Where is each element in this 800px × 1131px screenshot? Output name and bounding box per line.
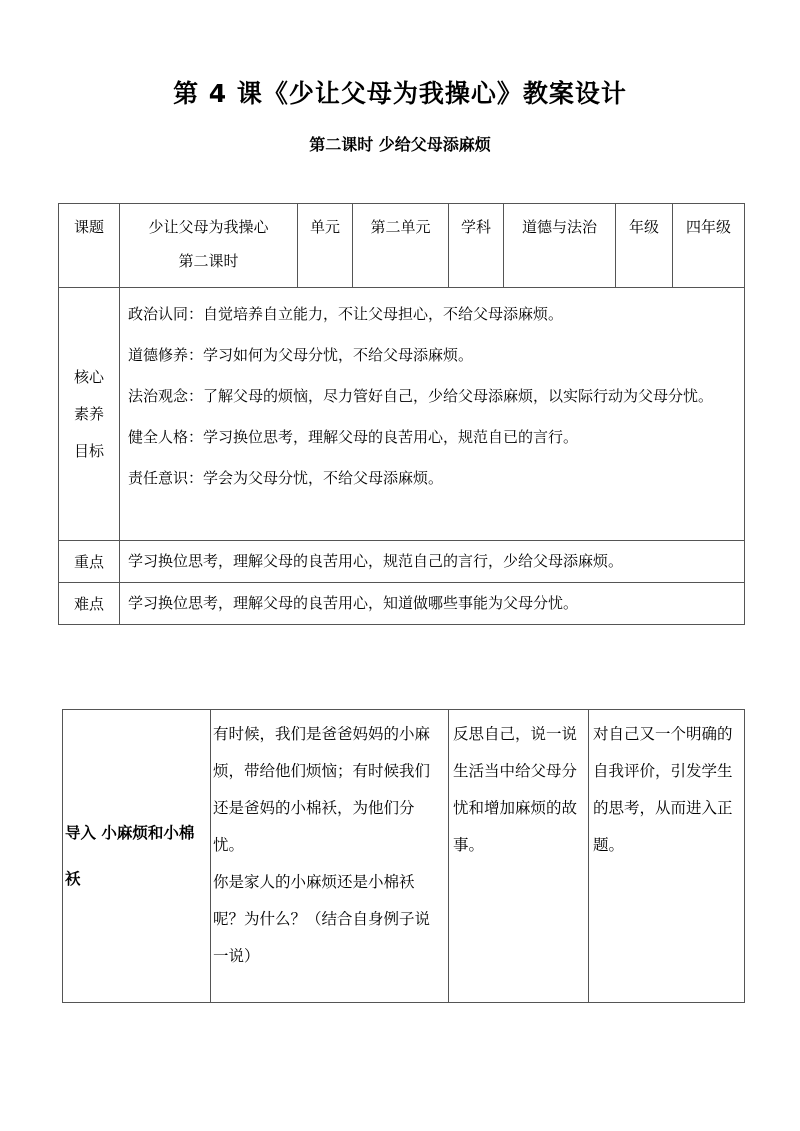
core-label-line-1: 核心 <box>73 367 104 386</box>
topic-line-2: 第二课时 <box>178 252 239 270</box>
core-label-line-3: 目标 <box>73 441 104 460</box>
subject-value: 道德与法治 <box>504 204 616 288</box>
topic-row <box>59 204 745 288</box>
key-point-row <box>59 541 745 583</box>
core-goal-item: 法治观念：了解父母的烦恼，尽力管好自己，少给父母添麻烦，以实际行动为父母分忧。 <box>128 387 714 405</box>
core-goal-item: 责任意识：学会为父母分忧，不给父母添麻烦。 <box>128 469 444 487</box>
design-intent: 对自己又一个明确的自我评价，引发学生的思考，从而进入正题。 <box>589 710 745 1003</box>
core-label-line-2: 素养 <box>73 404 104 423</box>
lesson-process-table <box>62 709 745 1003</box>
lesson-info-table <box>58 203 745 625</box>
unit-label: 单元 <box>298 204 353 288</box>
teacher-activity <box>211 710 449 1003</box>
core-goals-row <box>59 288 745 541</box>
core-goal-item: 道德修养：学习如何为父母分忧，不给父母添麻烦。 <box>128 346 474 364</box>
core-goals-list <box>120 288 745 541</box>
document-subtitle: 第二课时 少给父母添麻烦 <box>309 135 491 154</box>
teacher-activity-paragraph: 有时候，我们是爸爸妈妈的小麻烦，带给他们烦恼；有时候我们还是爸妈的小棉袄，为他们分忧。 <box>213 725 431 854</box>
topic-value <box>120 204 298 288</box>
grade-value: 四年级 <box>673 204 745 288</box>
unit-value: 第二单元 <box>353 204 449 288</box>
lesson-row-intro <box>63 710 745 1003</box>
topic-label: 课题 <box>59 204 120 288</box>
stage-name: 导入 小麻烦和小棉袄 <box>63 710 211 1003</box>
difficulty-value: 学习换位思考，理解父母的良苦用心，知道做哪些事能为父母分忧。 <box>120 583 745 625</box>
core-goal-item: 政治认同：自觉培养自立能力，不让父母担心，不给父母添麻烦。 <box>128 305 564 323</box>
student-activity: 反思自己，说一说生活当中给父母分忧和增加麻烦的故事。 <box>449 710 589 1003</box>
document-title: 第 4 课《少让父母为我操心》教案设计 <box>173 79 627 108</box>
difficulty-row <box>59 583 745 625</box>
difficulty-label: 难点 <box>59 583 120 625</box>
core-goals-label <box>59 288 120 541</box>
topic-line-1: 少让父母为我操心 <box>148 218 269 236</box>
teacher-activity-paragraph: 你是家人的小麻烦还是小棉袄呢？为什么？（结合自身例子说一说） <box>213 873 431 965</box>
subject-label: 学科 <box>449 204 504 288</box>
key-point-label: 重点 <box>59 541 120 583</box>
key-point-value: 学习换位思考，理解父母的良苦用心，规范自己的言行，少给父母添麻烦。 <box>120 541 745 583</box>
core-goal-item: 健全人格：学习换位思考，理解父母的良苦用心，规范自已的言行。 <box>128 428 579 446</box>
grade-label: 年级 <box>616 204 673 288</box>
